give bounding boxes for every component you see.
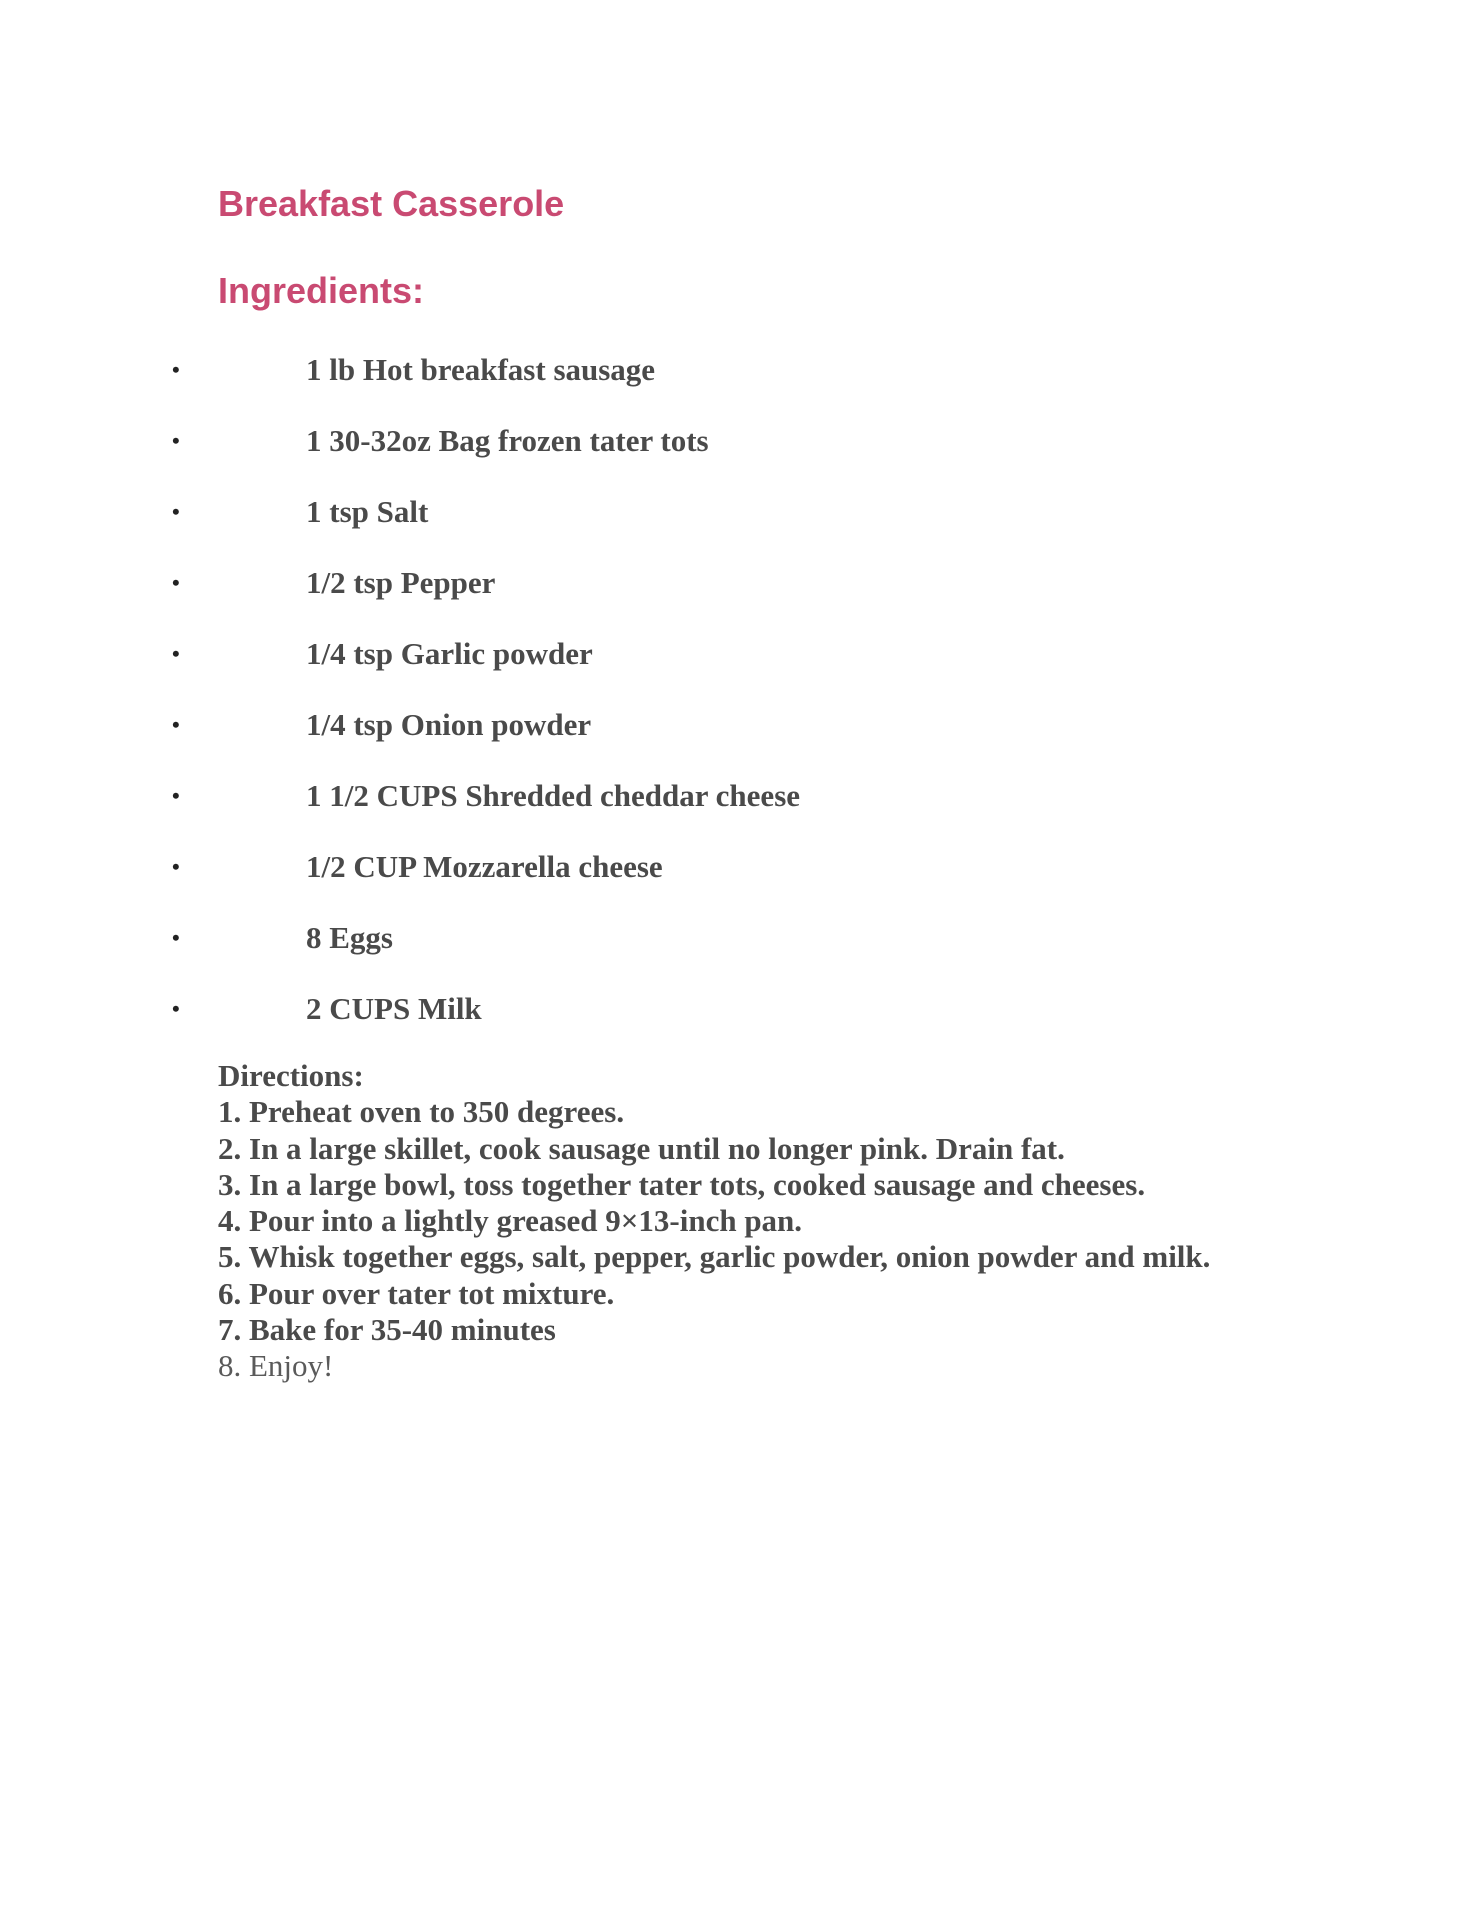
ingredient-text: 1/4 tsp Garlic powder — [306, 636, 593, 671]
direction-step: 2. In a large skillet, cook sausage until no longer pink. Drain fat. — [218, 1130, 1065, 1166]
ingredient-text: 2 CUPS Milk — [306, 991, 482, 1026]
bullet-icon: • — [172, 357, 180, 382]
direction-step: 1. Preheat oven to 350 degrees. — [218, 1094, 625, 1130]
bullet-icon: • — [172, 712, 180, 737]
bullet-icon: • — [172, 783, 180, 808]
directions-heading: Directions: — [218, 1058, 364, 1093]
direction-step: 5. Whisk together eggs, salt, pepper, garlic powder, onion powder and milk. — [218, 1239, 1211, 1275]
ingredient-text: 1 lb Hot breakfast sausage — [306, 352, 656, 387]
bullet-icon: • — [172, 854, 180, 879]
bullet-icon: • — [172, 641, 180, 666]
ingredient-text: 1 tsp Salt — [306, 494, 429, 529]
ingredient-text: 8 Eggs — [306, 920, 393, 955]
direction-step: 7. Bake for 35-40 minutes — [218, 1312, 556, 1348]
direction-step: 8. Enjoy! — [218, 1348, 334, 1384]
ingredient-text: 1/4 tsp Onion powder — [306, 707, 592, 742]
ingredients-heading: Ingredients: — [218, 270, 425, 311]
directions-section — [218, 1058, 1210, 1385]
ingredient-text: 1 1/2 CUPS Shredded cheddar cheese — [306, 778, 801, 813]
bullet-icon: • — [172, 925, 180, 950]
bullet-icon: • — [172, 996, 180, 1021]
direction-step: 4. Pour into a lightly greased 9×13-inch pan. — [218, 1203, 803, 1239]
direction-step: 6. Pour over tater tot mixture. — [218, 1275, 615, 1311]
ingredient-text: 1/2 tsp Pepper — [306, 565, 496, 600]
recipe-title: Breakfast Casserole — [218, 183, 565, 224]
bullet-icon: • — [172, 499, 180, 524]
ingredient-text: 1 30-32oz Bag frozen tater tots — [306, 423, 709, 458]
bullet-icon: • — [172, 428, 180, 453]
direction-step: 3. In a large bowl, toss together tater tots, cooked sausage and cheeses. — [218, 1166, 1146, 1202]
bullet-icon: • — [172, 570, 180, 595]
ingredient-text: 1/2 CUP Mozzarella cheese — [306, 849, 663, 884]
